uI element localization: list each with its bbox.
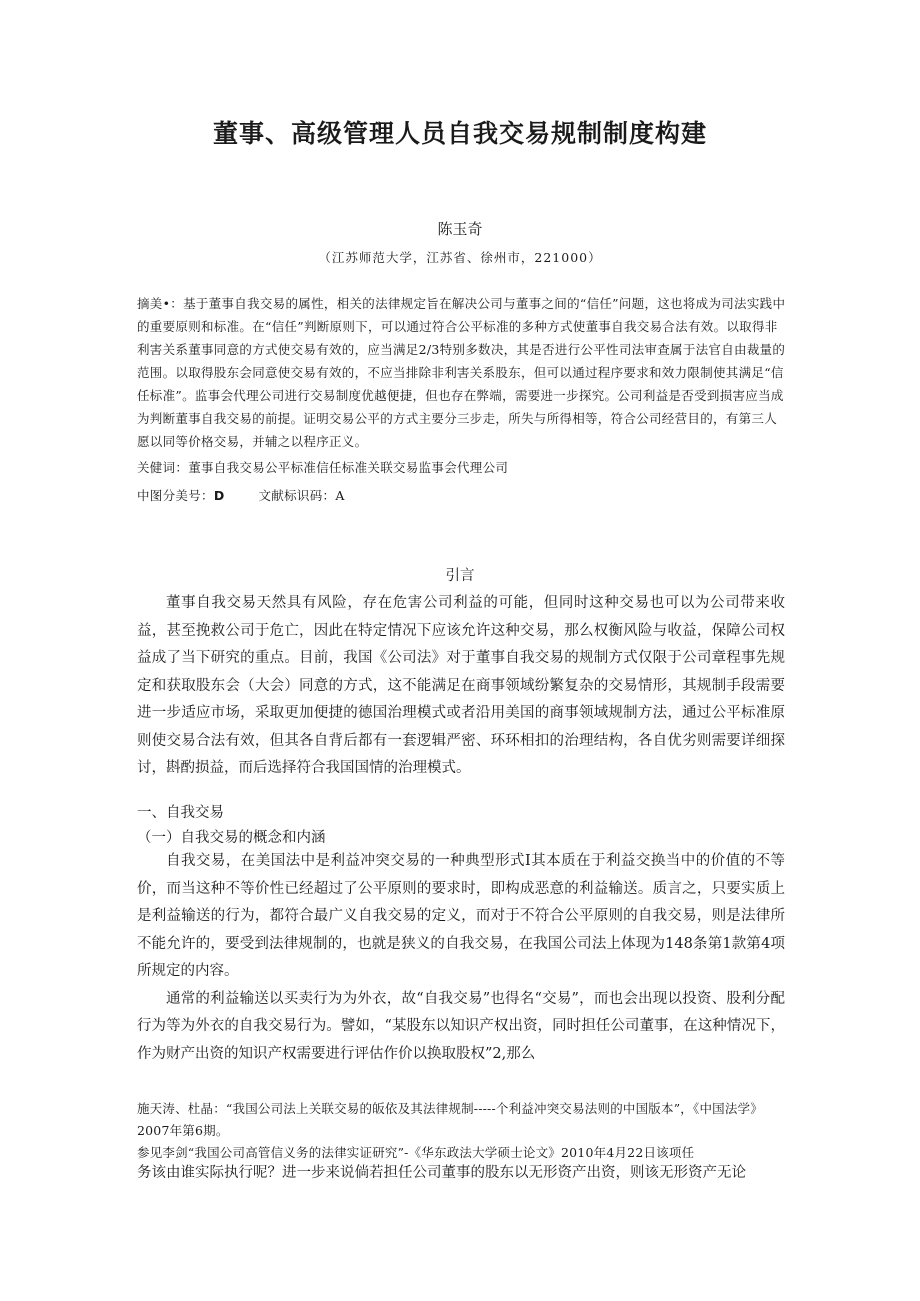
keywords-text: 董事自我交易公平标准信任标准关联交易监事会代理公司: [188, 460, 509, 475]
intro-paragraph: 董事自我交易天然具有风险，存在危害公司利益的可能，但同时这种交易也可以为公司带来收益，甚至挽救公司于危亡，因此在特定情况下应该允许这种交易，那么权衡风险与收益，保障公司权益成了当下研究的重点。目前，我国《公司法》对于董事自我交易的规制方式仅限于公司章程事先规定和获取股东会（大会）同意的方式，这不能满足在商事领域纷繁复杂的交易情形，其规制手段需要进一步适应市场，采取更加便捷的德国治理模式或者沿用美国的商事领域规制方法，通过公平标准原则使交易合法有效，但其各自背后都有一套逻辑严密、环环相扣的治理结构，各自优劣则需要详细探讨，斟酌损益，而后选择符合我国国情的治理模式。: [137, 595, 785, 776]
clc-label: 中图分美号：: [137, 488, 214, 503]
author-name: 陈玉奇: [437, 220, 483, 238]
doc-code-value: A: [335, 488, 345, 503]
section-heading: 一、自我交易: [137, 805, 224, 821]
clc-value: D: [213, 488, 225, 503]
footnotes: [137, 1098, 787, 1164]
author-affiliation: （江苏师范大学，江苏省、徐州市，221000）: [318, 250, 602, 265]
footnote-1: 施天涛、杜晶：“我国公司法上关联交易的皈依及其法律规制-----个利益冲突交易法则的中国版本”，《中国法学》2007年第6期。: [137, 1101, 763, 1138]
doc-code-label: 文献标识码：: [258, 488, 336, 503]
intro-heading: 引言: [445, 568, 475, 584]
abstract: [137, 292, 787, 453]
keywords: [137, 458, 508, 476]
section-body: [137, 848, 785, 1068]
intro-body: [137, 590, 785, 783]
abstract-label: 摘美•：: [137, 296, 184, 311]
subsection-heading: （一）自我交易的概念和内涵: [137, 830, 326, 846]
footnote-2: 参见李剑“我国公司高管信义务的法律实证研究”-《华东政法大学硕士论文》2010年4月22日该项任: [137, 1145, 695, 1160]
abstract-text: 基于董事自我交易的属性，相关的法律规定旨在解决公司与董事之间的“信任”问题，这也将成为司法实践中的重要原则和标准。在“信任”判断原则下，可以通过符合公平标准的多种方式使董事自我交易合法有效。以取得非利害关系董事同意的方式使交易有效的，应当满足2/3特别多数决，其是否进行公平性司法审查属于法官自由裁量的范围。以取得股东会同意使交易有效的，不应当排除非利害关系股东，但可以通过程序要求和效力限制使其满足“信任标准”。监事会代理公司进行交易制度优越便捷，但也存在弊端，需要进一步探究。公司利益是否受到损害应当成为判断董事自我交易的前提。证明交易公平的方式主要分三步走，所失与所得相等，符合公司经营目的，有第三人愿以同等价格交易，并辅之以程序正义。: [137, 296, 786, 449]
section-paragraph-1: 自我交易，在美国法中是利益冲突交易的一种典型形式I其本质在于利益交换当中的价值的不等价，而当这种不等价性已经超过了公平原则的要求时，即构成恶意的利益输送。质言之，只要实质上是利益输送的行为，都符合最广义自我交易的定义，而对于不符合公平原则的自我交易，则是法律所不能允许的，要受到法律规制的，也就是狭义的自我交易，在我国公司法上体现为148条第1款第4项所规定的内容。: [137, 853, 785, 979]
keywords-label: 关健词：: [137, 460, 189, 475]
continued-text: 务该由谁实际执行呢？进一步来说倘若担任公司董事的股东以无形资产出资，则该无形资产无论: [137, 1165, 746, 1181]
paper-title: 董事、高级管理人员自我交易规制制度构建: [212, 119, 707, 148]
classification-line: [137, 486, 345, 504]
section-paragraph-2: 通常的利益输送以买卖行为为外衣，故“自我交易”也得名“交易”，而也会出现以投资、股利分配行为等为外衣的自我交易行为。譬如，“某股东以知识产权出资，同时担任公司董事，在这种情况下，作为财产出资的知识产权需要进行评估作价以换取股权”2,那么: [137, 990, 785, 1062]
